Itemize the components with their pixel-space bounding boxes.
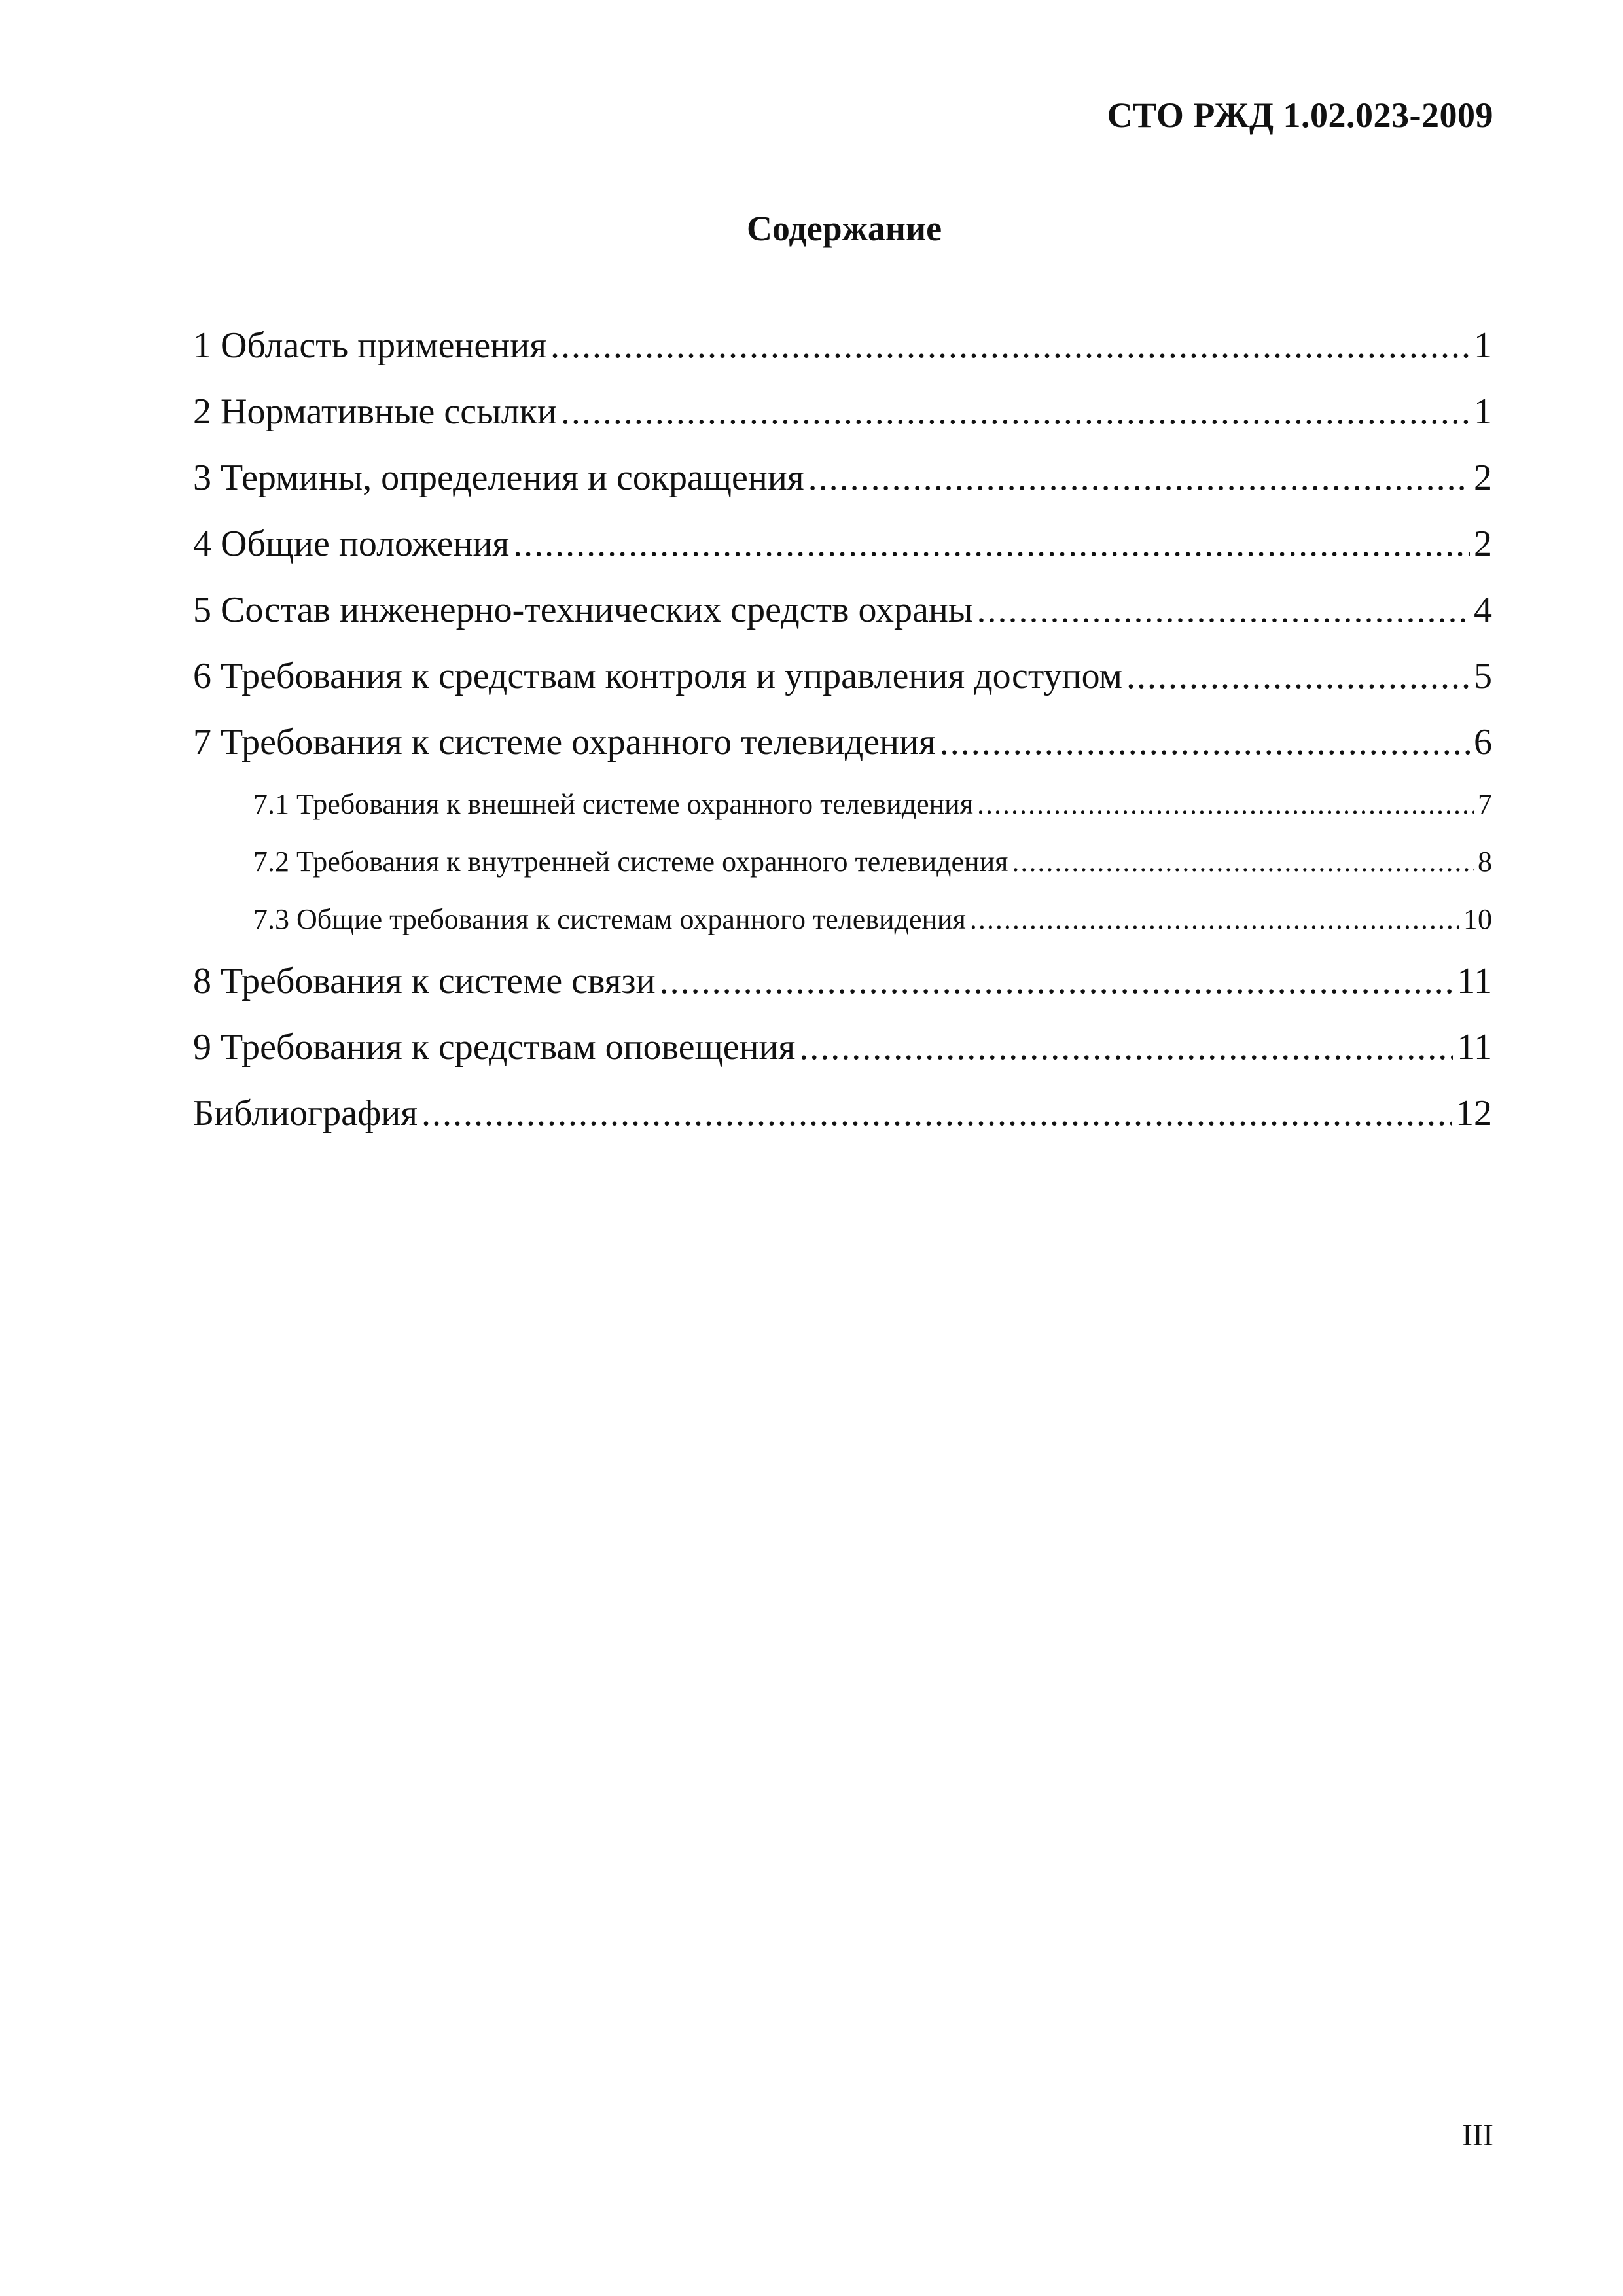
toc-entry[interactable] — [193, 313, 1492, 379]
page-number: III — [1462, 2118, 1493, 2153]
toc-entry-page: 2 — [1474, 524, 1492, 564]
toc-entry[interactable] — [193, 379, 1492, 445]
toc-entry-page: 10 — [1463, 903, 1492, 935]
toc-entry-label: 9 Требования к средствам оповещения — [193, 1027, 796, 1067]
toc-entry-page: 5 — [1474, 656, 1492, 696]
toc-entry-label: 2 Нормативные ссылки — [193, 391, 557, 432]
toc-entry-label: 5 Состав инженерно-технических средств охраны — [193, 590, 973, 630]
toc-entry-page: 11 — [1457, 961, 1492, 1001]
toc-leader-dots — [970, 891, 1459, 948]
toc-leader-dots — [1012, 833, 1474, 891]
document-code: СТО РЖД 1.02.023-2009 — [1107, 96, 1493, 135]
toc-entry-label: 7.2 Требования к внутренней системе охранного телевидения — [253, 846, 1008, 878]
toc-leader-dots — [977, 776, 1474, 833]
toc-entry-page: 6 — [1474, 722, 1492, 762]
toc-entry[interactable] — [193, 948, 1492, 1014]
toc-leader-dots — [808, 445, 1470, 511]
toc-entry-page: 1 — [1474, 325, 1492, 366]
toc-leader-dots — [561, 379, 1470, 445]
toc-entry-page: 1 — [1474, 391, 1492, 432]
toc-subentry[interactable] — [193, 833, 1492, 891]
toc-subentry[interactable] — [193, 891, 1492, 948]
toc-leader-dots — [940, 709, 1470, 776]
toc-entry-label: 7.3 Общие требования к системам охранного телевидения — [253, 903, 966, 935]
toc-entry-page: 4 — [1474, 590, 1492, 630]
toc-entry-label: 7.1 Требования к внешней системе охранного телевидения — [253, 788, 973, 820]
toc-leader-dots — [977, 577, 1470, 643]
toc-entry[interactable] — [193, 1081, 1492, 1147]
toc-entry-page: 11 — [1457, 1027, 1492, 1067]
toc-leader-dots — [550, 313, 1470, 379]
toc-entry-label: 8 Требования к системе связи — [193, 961, 656, 1001]
toc-entry-label: 3 Термины, определения и сокращения — [193, 457, 804, 498]
toc-leader-dots — [660, 948, 1453, 1014]
table-of-contents — [193, 313, 1492, 1147]
toc-entry-label: 4 Общие положения — [193, 524, 510, 564]
toc-entry-label: Библиография — [193, 1093, 418, 1134]
toc-entry-label: 7 Требования к системе охранного телевидения — [193, 722, 936, 762]
toc-entry[interactable] — [193, 577, 1492, 643]
toc-title: Содержание — [746, 209, 942, 248]
toc-leader-dots — [421, 1081, 1452, 1147]
toc-entry-page: 7 — [1478, 788, 1492, 820]
toc-leader-dots — [799, 1014, 1453, 1081]
toc-entry[interactable] — [193, 445, 1492, 511]
toc-entry-page: 12 — [1455, 1093, 1492, 1134]
toc-leader-dots — [1126, 643, 1470, 709]
toc-entry[interactable] — [193, 709, 1492, 776]
toc-entry-page: 8 — [1478, 846, 1492, 878]
toc-entry[interactable] — [193, 511, 1492, 577]
toc-subentry[interactable] — [193, 776, 1492, 833]
toc-entry-label: 6 Требования к средствам контроля и управления доступом — [193, 656, 1122, 696]
toc-entry-label: 1 Область применения — [193, 325, 546, 366]
toc-entry-page: 2 — [1474, 457, 1492, 498]
toc-entry[interactable] — [193, 643, 1492, 709]
toc-entry[interactable] — [193, 1014, 1492, 1081]
toc-leader-dots — [513, 511, 1470, 577]
